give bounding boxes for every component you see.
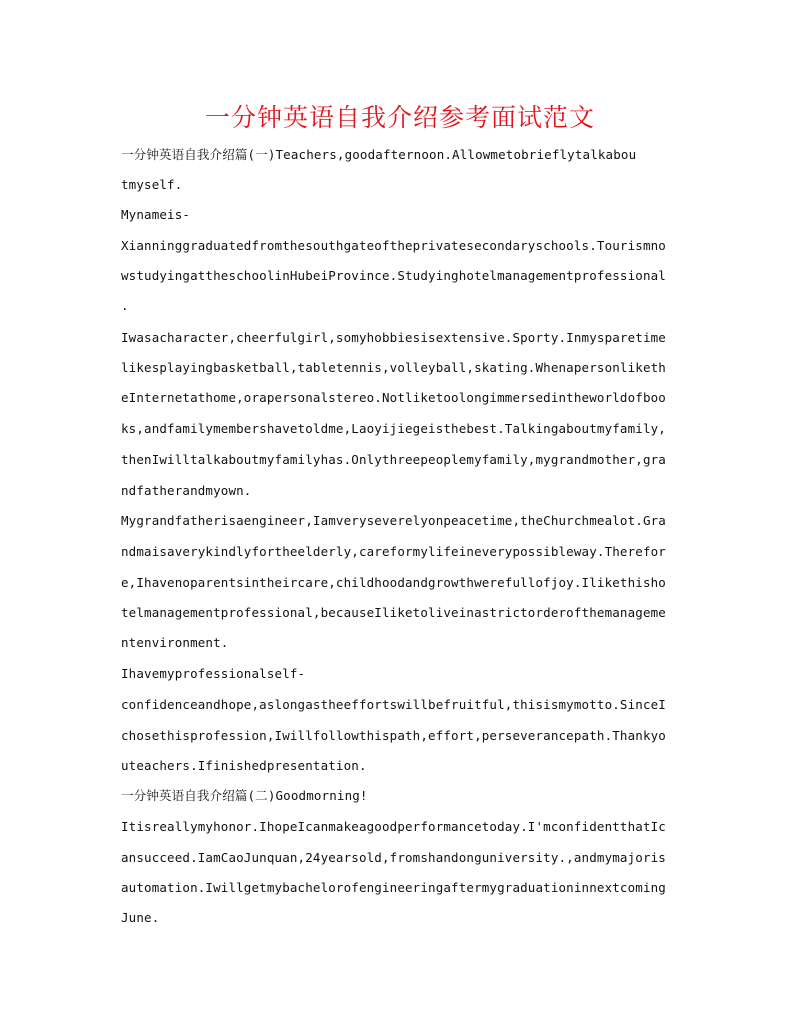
- text-line-14: ndmaisaverykindlyfortheelderly,careformylifeineverypossibleway.Therefor: [121, 544, 666, 559]
- text-line-1: 一分钟英语自我介绍篇(一)Teachers,goodafternoon.Allowmetobrieflytalkabou: [121, 147, 637, 162]
- text-line-19: confidenceandhope,aslongastheeffortswillbefruitful,thisismymotto.SinceI: [121, 697, 666, 712]
- text-line-21: uteachers.Ifinishedpresentation.: [121, 758, 367, 773]
- text-line-17: ntenvironment.: [121, 635, 229, 650]
- document-title: 一分钟英语自我介绍参考面试范文: [204, 103, 595, 132]
- text-line-23: Itisreallymyhonor.IhopeIcanmakeagoodperformancetoday.I'mconfidentthatIc: [121, 819, 666, 834]
- text-line-24: ansucceed.IamCaoJunquan,24yearsold,fromshandonguniversity.,andmymajoris: [121, 850, 666, 865]
- text-line-20: chosethisprofession,Iwillfollowthispath,effort,perseverancepath.Thankyo: [121, 728, 666, 743]
- text-line-4: Xianninggraduatedfromthesouthgateoftheprivatesecondaryschools.Tourismno: [121, 238, 666, 253]
- text-line-3: Mynameis-: [121, 207, 191, 222]
- text-line-10: ks,andfamilymembershavetoldme,Laoyijiegeisthebest.Talkingaboutmyfamily,: [121, 421, 666, 436]
- text-line-15: e,Ihavenoparentsintheircare,childhoodandgrowthwerefullofjoy.Ilikethisho: [121, 575, 666, 590]
- text-line-8: likesplayingbasketball,tabletennis,volleyball,skating.Whenapersonliketh: [121, 360, 666, 375]
- text-line-2: tmyself.: [121, 177, 183, 192]
- text-line-22: 一分钟英语自我介绍篇(二)Goodmorning!: [121, 788, 368, 803]
- text-line-25: automation.Iwillgetmybachelorofengineeringaftermygraduationinnextcoming: [121, 880, 666, 895]
- text-line-18: Ihavemyprofessionalself-: [121, 666, 306, 681]
- text-line-5: wstudyingattheschoolinHubeiProvince.Studyinghotelmanagementprofessional: [121, 268, 666, 283]
- text-line-6: .: [121, 298, 129, 313]
- text-line-13: Mygrandfatherisaengineer,Iamveryseverelyonpeacetime,theChurchmealot.Gra: [121, 513, 666, 528]
- text-line-16: telmanagementprofessional,becauseIliketoliveinastrictorderofthemanageme: [121, 605, 666, 620]
- text-line-7: Iwasacharacter,cheerfulgirl,somyhobbiesisextensive.Sporty.Inmysparetime: [121, 330, 666, 345]
- text-line-12: ndfatherandmyown.: [121, 483, 252, 498]
- text-line-9: eInternetathome,orapersonalstereo.Notliketoolongimmersedintheworldofboo: [121, 390, 666, 405]
- text-line-11: thenIwilltalkaboutmyfamilyhas.Onlythreepeoplemyfamily,mygrandmother,gra: [121, 452, 666, 467]
- text-line-26: June.: [121, 910, 160, 925]
